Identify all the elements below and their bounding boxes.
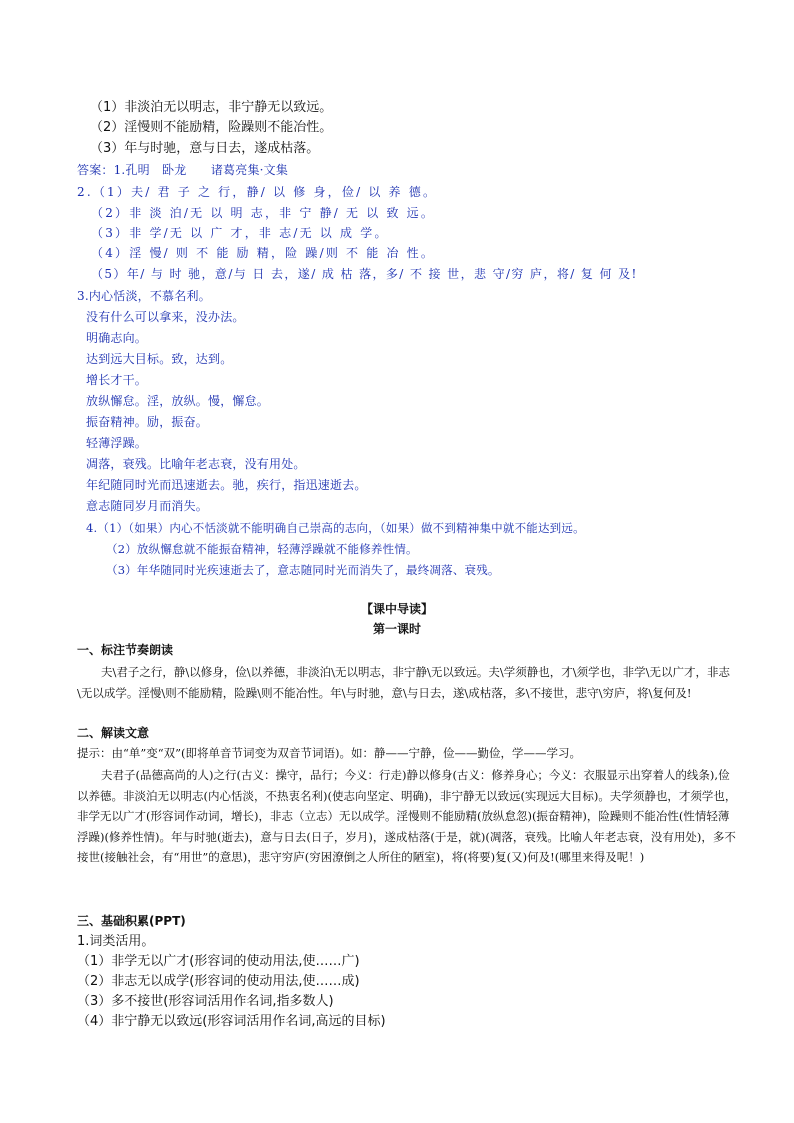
interpretation-hint: 提示：由“单”变“双”(即将单音节词变为双音节词语)。如：静——宁静，俭——勤俭，学——学习。 [77, 746, 581, 760]
answer-3-1: 3.内心恬淡，不慕名利。 [77, 289, 211, 303]
answer-3-3: 明确志向。 [86, 331, 148, 345]
rhythm-text: 夫\君子之行，静\以修身，俭\以养德，非淡泊\无以明志，非宁静\无以致远。夫\学须静也，才\须学也，非学\无以广才，非志\无以成学。淫慢\则不能励精，险躁\则不能冶性。年\与时驰，意\与日去，遂\成枯落，多\不接世，悲守\穷庐，将\复何及! [77, 665, 730, 700]
answer-3-8: 轻薄浮躁。 [86, 436, 148, 450]
section-subtitle: 第一课时 [372, 622, 421, 636]
answer-line: 答案：1.孔明 卧龙 诸葛亮集·文集 [77, 163, 289, 177]
answer-2-1: 2.（1）夫/ 君 子 之 行，静/ 以 修 身，俭/ 以 养 德。 [77, 185, 438, 199]
answer-3-4: 达到远大目标。致，达到。 [86, 352, 233, 366]
answer-3-9: 凋落，衰残。比喻年老志衰，没有用处。 [86, 457, 306, 471]
answer-4-3: （3）年华随同时光疾速逝去了，意志随同时光而消失了，最终凋落、衰残。 [106, 563, 500, 577]
review-line-1: （1）非淡泊无以明志，非宁静无以致远。 [90, 100, 333, 115]
accumulation-item-4: （3）多不接世(形容词活用作名词,指多数人) [77, 994, 334, 1009]
accumulation-item-3: （2）非志无以成学(形容词的使动用法,使……成) [77, 974, 360, 989]
section-title: 【课中导读】 [360, 602, 433, 616]
answer-2-3: （3）非 学/无 以 广 才，非 志/无 以 成 学。 [91, 226, 389, 240]
answer-3-5: 增长才干。 [86, 373, 148, 387]
heading-interpretation: 二、解读文意 [77, 726, 150, 740]
answer-2-5: （5）年/ 与 时 驰，意/与 日 去，遂/ 成 枯 落，多/ 不 接 世，悲 守/穷 庐，将/ 复 何 及! [91, 267, 638, 281]
accumulation-item-2: （1）非学无以广才(形容词的使动用法,使……广) [77, 954, 360, 969]
answer-4-1: 4.（1）（如果）内心不恬淡就不能明确自己崇高的志向，（如果）做不到精神集中就不能达到远。 [86, 521, 585, 535]
answer-4-2: （2）放纵懈怠就不能振奋精神，轻薄浮躁就不能修养性情。 [106, 542, 418, 556]
answer-2-4: （4）淫 慢/ 则 不 能 励 精，险 躁/则 不 能 冶 性。 [91, 246, 436, 260]
answer-3-10: 年纪随同时光而迅速逝去。驰，疾行，指迅速逝去。 [86, 478, 367, 492]
answer-3-11: 意志随同岁月而消失。 [86, 499, 209, 513]
review-line-2: （2）淫慢则不能励精，险躁则不能冶性。 [90, 120, 333, 135]
answer-3-7: 振奋精神。励，振奋。 [86, 415, 209, 429]
review-line-3: （3）年与时驰，意与日去，遂成枯落。 [90, 141, 320, 156]
interpretation-text: 夫君子(品德高尚的人)之行(古义：操守，品行；今义：行走)静以修身(古义：修养身心；今义：衣服显示出穿着人的线条),俭以养德。非淡泊无以明志(内心恬淡，不热衷名利)(使志向坚定、明确)，非宁静无以致远(实现远大目标)。夫学须静也，才须学也，非学无以广才(形容词作动词，增长)，非志（立志）无以成学。淫慢则不能励精(放纵怠忽)(振奋精神)，险躁则不能冶性(性情轻薄浮躁)(修养性情)。年与时驰(逝去)，意与日去(日子，岁月)，遂成枯落(于是，就)(凋落，衰残。比喻人年老志衰，没有用处)，多不接世(接触社会，有“用世”的意思)，悲守穷庐(穷困潦倒之人所住的陋室)，将(将要)复(又)何及!(哪里来得及呢！) [77, 768, 737, 864]
answer-2-2: （2）非 淡 泊/无 以 明 志，非 宁 静/ 无 以 致 远。 [91, 206, 436, 220]
accumulation-item-1: 1.词类活用。 [77, 934, 155, 949]
accumulation-item-5: （4）非宁静无以致远(形容词活用作名词,高远的目标) [77, 1014, 386, 1029]
heading-basic-accumulation: 三、基础积累(PPT) [77, 914, 186, 928]
answer-3-6: 放纵懈怠。淫，放纵。慢，懈怠。 [86, 394, 270, 408]
answer-3-2: 没有什么可以拿来，没办法。 [86, 310, 245, 324]
heading-rhythm-reading: 一、标注节奏朗读 [77, 643, 174, 657]
